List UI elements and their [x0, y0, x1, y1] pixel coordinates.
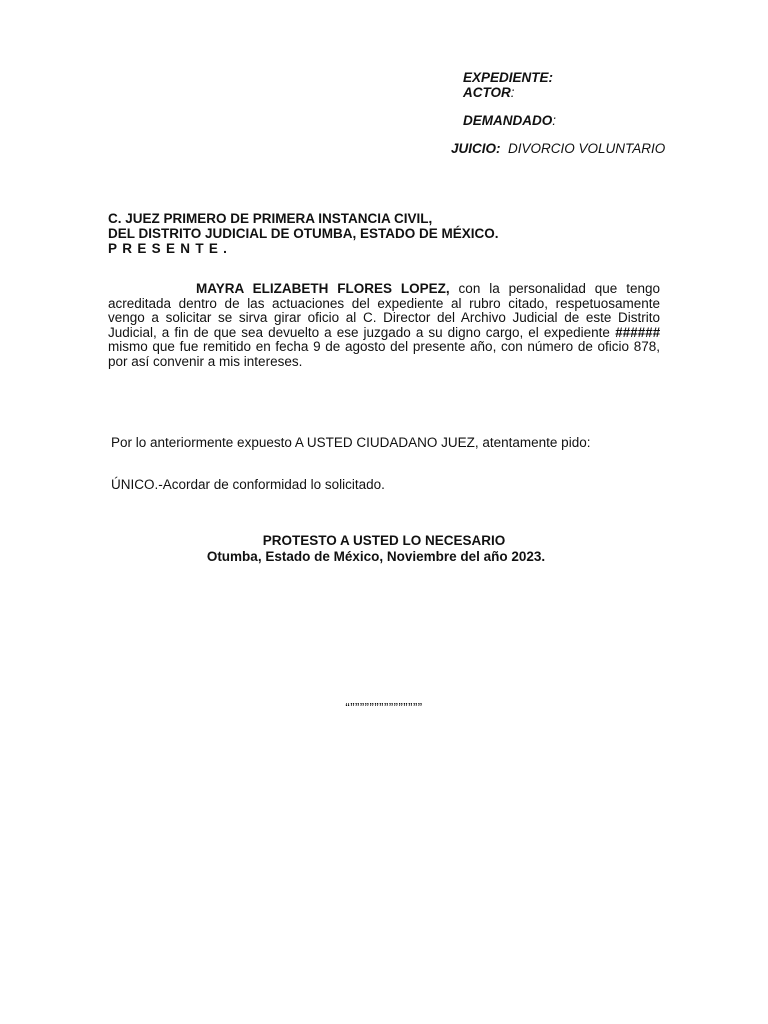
unico-line: ÚNICO.-Acordar de conformidad lo solicitado. [111, 477, 385, 492]
expediente-line [463, 70, 553, 86]
juicio-line [451, 141, 665, 157]
actor-line [463, 85, 515, 101]
demandado-colon: : [552, 113, 557, 128]
addressee-line-1: C. JUEZ PRIMERO DE PRIMERA INSTANCIA CIVIL, [108, 211, 433, 226]
addressee-line-2: DEL DISTRITO JUDICIAL DE OTUMBA, ESTADO DE MÉXICO. [108, 226, 499, 241]
protesto-line: PROTESTO A USTED LO NECESARIO [262, 533, 506, 548]
redacted-case-number: ###### [614, 324, 660, 340]
actor-label: ACTOR [463, 85, 511, 100]
place-date-line: Otumba, Estado de México, Noviembre del año 2023. [206, 549, 546, 564]
expediente-label: EXPEDIENTE: [463, 70, 554, 85]
juicio-label: JUICIO: [451, 141, 501, 156]
demandado-label: DEMANDADO [463, 113, 553, 128]
demandado-line [463, 113, 556, 129]
petitioner-name: MAYRA ELIZABETH FLORES LOPEZ, [196, 281, 450, 296]
addressee-block [108, 211, 499, 256]
actor-colon: : [510, 85, 515, 100]
request-line: Por lo anteriormente expuesto A USTED CIUDADANO JUEZ, atentamente pido: [111, 435, 591, 450]
addressee-presente: PRESENTE. [108, 241, 233, 256]
body-text-part-1: con la personalidad que tengo acreditada dentro de las actuaciones del expediente al rubro citado, respetuosamente vengo a solicitar se sirva girar oficio al C. Director del Archivo Judicial de este Distrito Judicial, a fin de que sea devuelto a ese juzgado a su digno cargo, el expediente [108, 281, 660, 340]
body-text-part-2: mismo que fue remitido en fecha 9 de agosto del presente año, con número de oficio 878, por así convenir a mis intereses. [108, 339, 660, 369]
juicio-value: DIVORCIO VOLUNTARIO [508, 141, 666, 156]
signature-placeholder: “””””””””””””””” [345, 700, 423, 715]
body-paragraph [108, 282, 660, 370]
